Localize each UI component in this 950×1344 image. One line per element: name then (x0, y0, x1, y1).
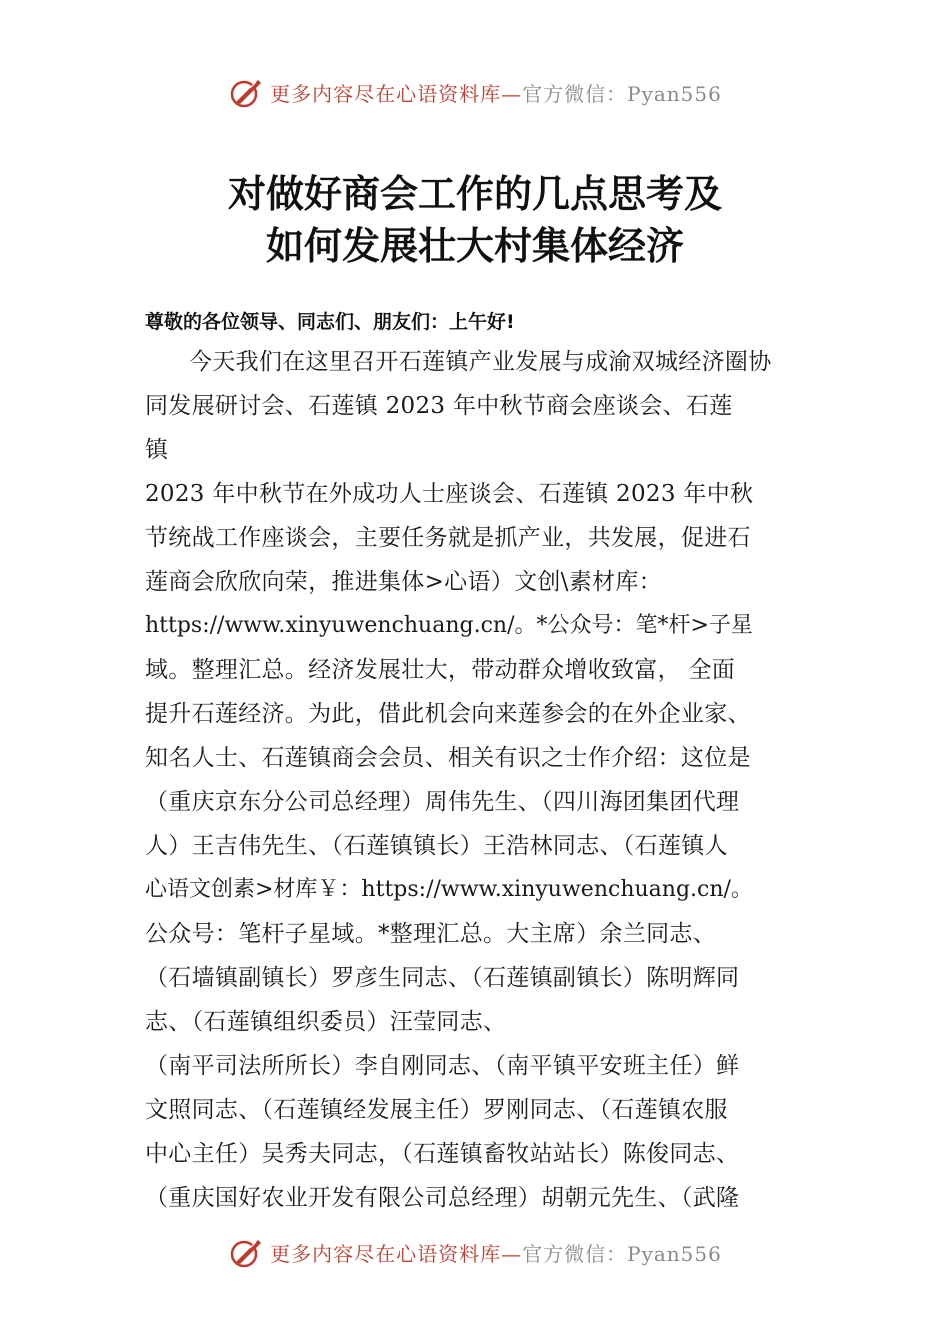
body-line: 文照同志、（石莲镇经发展主任）罗刚同志、（石莲镇农服 (145, 1097, 728, 1123)
title-line-1: 对做好商会工作的几点思考及 (227, 172, 722, 216)
body-line: （石墙镇副镇长）罗彦生同志、（石莲镇副镇长）陈明辉同 (145, 965, 740, 991)
document-body (145, 340, 815, 1220)
body-line: 公众号：笔杆子星域。*整理汇总。大主席）余兰同志、 (145, 921, 716, 947)
banner-text-main: 更多内容尽在心语资料库— (270, 1241, 523, 1266)
document-title (0, 168, 950, 272)
body-line: 域。整理汇总。经济发展壮大，带动群众增收致富， 全面 (145, 657, 736, 683)
body-line: 今天我们在这里召开石莲镇产业发展与成渝双城经济圈协 (189, 349, 772, 375)
body-line: https://www.xinyuwenchuang.cn/。*公众号：笔*杆>子星 (145, 613, 753, 638)
banner-text (270, 1238, 722, 1267)
body-line: 心语文创素>材库￥：https://www.xinyuwenchuang.cn/。 (145, 877, 753, 902)
body-line: （重庆国好农业开发有限公司总经理）胡朝元先生、（武隆 (145, 1185, 740, 1211)
body-line: 同发展研讨会、石莲镇 2023 年中秋节商会座谈会、石莲 (145, 393, 733, 419)
quill-pen-logo-icon (228, 74, 264, 110)
body-line: 2023 年中秋节在外成功人士座谈会、石莲镇 2023 年中秋 (145, 481, 754, 507)
quill-pen-logo-icon (228, 1234, 264, 1270)
body-line: 人）王吉伟先生、（石莲镇镇长）王浩林同志、（石莲镇人 (145, 833, 728, 859)
body-line: （重庆京东分公司总经理）周伟先生、（四川海团集团代理 (145, 789, 740, 815)
body-line: 节统战工作座谈会，主要任务就是抓产业，共发展，促进石 (145, 525, 751, 551)
greeting: 尊敬的各位领导、同志们、朋友们：上午好! (145, 311, 515, 333)
banner-text-wechat: 官方微信：Pyan556 (522, 1241, 722, 1266)
banner-text-wechat: 官方微信：Pyan556 (522, 81, 722, 106)
body-line: 提升石莲经济。为此，借此机会向来莲参会的在外企业家、 (145, 701, 751, 727)
body-line: （南平司法所所长）李自刚同志、（南平镇平安班主任）鲜 (145, 1053, 740, 1079)
body-line: 志、（石莲镇组织委员）汪莹同志、 (145, 1009, 507, 1035)
body-line: 莲商会欣欣向荣，推进集体>心语）文创\素材库： (145, 569, 662, 595)
banner-text (270, 78, 722, 107)
body-line: 中心主任）吴秀夫同志，（石莲镇畜牧站站长）陈俊同志、 (145, 1141, 740, 1167)
banner-text-main: 更多内容尽在心语资料库— (270, 81, 523, 106)
header-banner (0, 72, 950, 112)
body-line: 知名人士、石莲镇商会会员、相关有识之士作介绍：这位是 (145, 745, 751, 771)
footer-banner (0, 1232, 950, 1272)
body-line: 镇 (145, 437, 169, 463)
title-line-2: 如何发展壮大村集体经济 (265, 224, 684, 268)
